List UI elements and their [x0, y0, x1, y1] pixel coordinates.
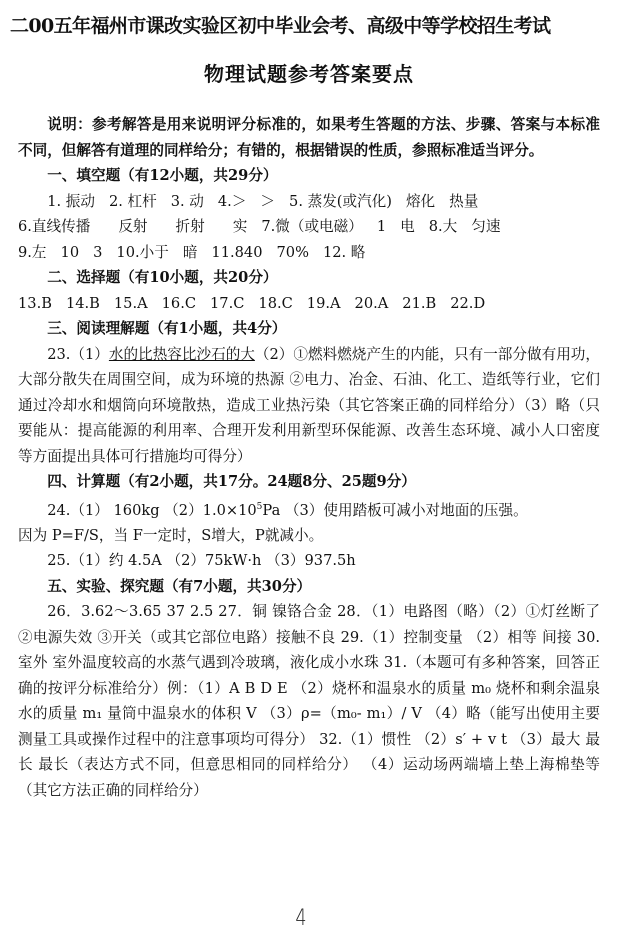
- grading-note-label: 说明：: [47, 116, 93, 133]
- section-heading-calculation: 四、计算题（有2小题，共17分。24题8分、25题9分）: [47, 473, 416, 490]
- page-subtitle: 物理试题参考答案要点: [204, 62, 414, 86]
- document-body: [18, 112, 600, 803]
- question-24-line-2: 因为 P=F/S，当 F一定时，S增大，P就减小。: [18, 526, 324, 544]
- fill-blank-line-3: 9.左 10 3 10.小于 暗 11.840 70% 12. 略: [18, 243, 366, 261]
- question-25-answer: 25.（1）约 4.5A （2）75kW·h （3）937.5h: [47, 552, 356, 570]
- underlined-answer: 水的比热容比沙石的大: [108, 345, 255, 363]
- question-23-answer: 23.（1）水的比热容比沙石的大（2）①燃料燃烧产生的内能，只有一部分做有用功，大部分散失在周围空间，成为环境的热源 ②电力、冶金、石油、化工、造纸等行业，它们通过冷却水和烟筒向环境散热，造成工业热污染（其它答案正确的同样给分）（3）略（只要能从：提高能源的利用率、合理开发利用新型环保能源、改善生态环境、减小人口密度等方面提出具体可行措施均可得分）: [18, 345, 600, 465]
- section-heading-fill-blank: 一、填空题（有12小题，共29分）: [47, 167, 278, 184]
- fill-blank-line-1: 1. 振动 2. 杠杆 3. 动 4.＞ ＞ 5. 蒸发(或汽化) 熔化 热量: [47, 192, 479, 210]
- grading-note-text: 参考解答是用来说明评分标准的，如果考生答题的方法、步骤、答案与本标准不同，但解答有道理的同样给分；有错的，根据错误的性质，参照标准适当评分。: [18, 116, 600, 159]
- section-heading-multiple-choice: 二、选择题（有10小题，共20分）: [47, 269, 278, 286]
- page-number: 4: [295, 906, 307, 931]
- grading-note: [18, 112, 600, 163]
- section-heading-experiment: 五、实验、探究题（有7小题，共30分）: [47, 577, 312, 595]
- fill-blank-line-2: 6.直线传播 反射 折射 实 7.微（或电磁） 1 电 8.大 匀速: [18, 218, 501, 235]
- experiment-answers: 26．3.62～3.65 37 2.5 27．铜 镍铬合金 28．（1）电路图（略）（2）①灯丝断了 ②电源失效 ③开关（或其它部位电路）接触不良 29.（1）控制变量 （2）相等 间接 30.室外 室外温度较高的水蒸气遇到冷玻璃，液化成小水珠 31.（本题可有多种答案，回答正确的按评分标准给分）例：（1）A B D E （2）烧杯和温泉水的质量 m₀ 烧杯和剩余温泉水的质量 m₁ 量筒中温泉水的体积 V （3）ρ=（m₀- m₁）/ V （4）略（能写出使用主要测量工具或操作过程中的注意事项均可得分） 32.（1）惯性 （2）s′ + v t （3）最大 最长 最长（表达方式不同，但意思相同的同样给分） （4）运动场两端墙上垫上海棉垫等（其它方法正确的同样给分）: [18, 603, 600, 799]
- multiple-choice-answers: 13.B 14.B 15.A 16.C 17.C 18.C 19.A 20.A 21.B 22.D: [18, 294, 486, 312]
- page-title: 二00五年福州市课改实验区初中毕业会考、高级中等学校招生考试: [10, 15, 551, 37]
- question-24-line-1: 24.（1） 160kg $(2)1.0\times 10^5Pa$ （3）使用踏板可减小对地面的压强。: [47, 501, 528, 519]
- section-heading-reading: 三、阅读理解题（有1小题，共4分）: [47, 320, 287, 337]
